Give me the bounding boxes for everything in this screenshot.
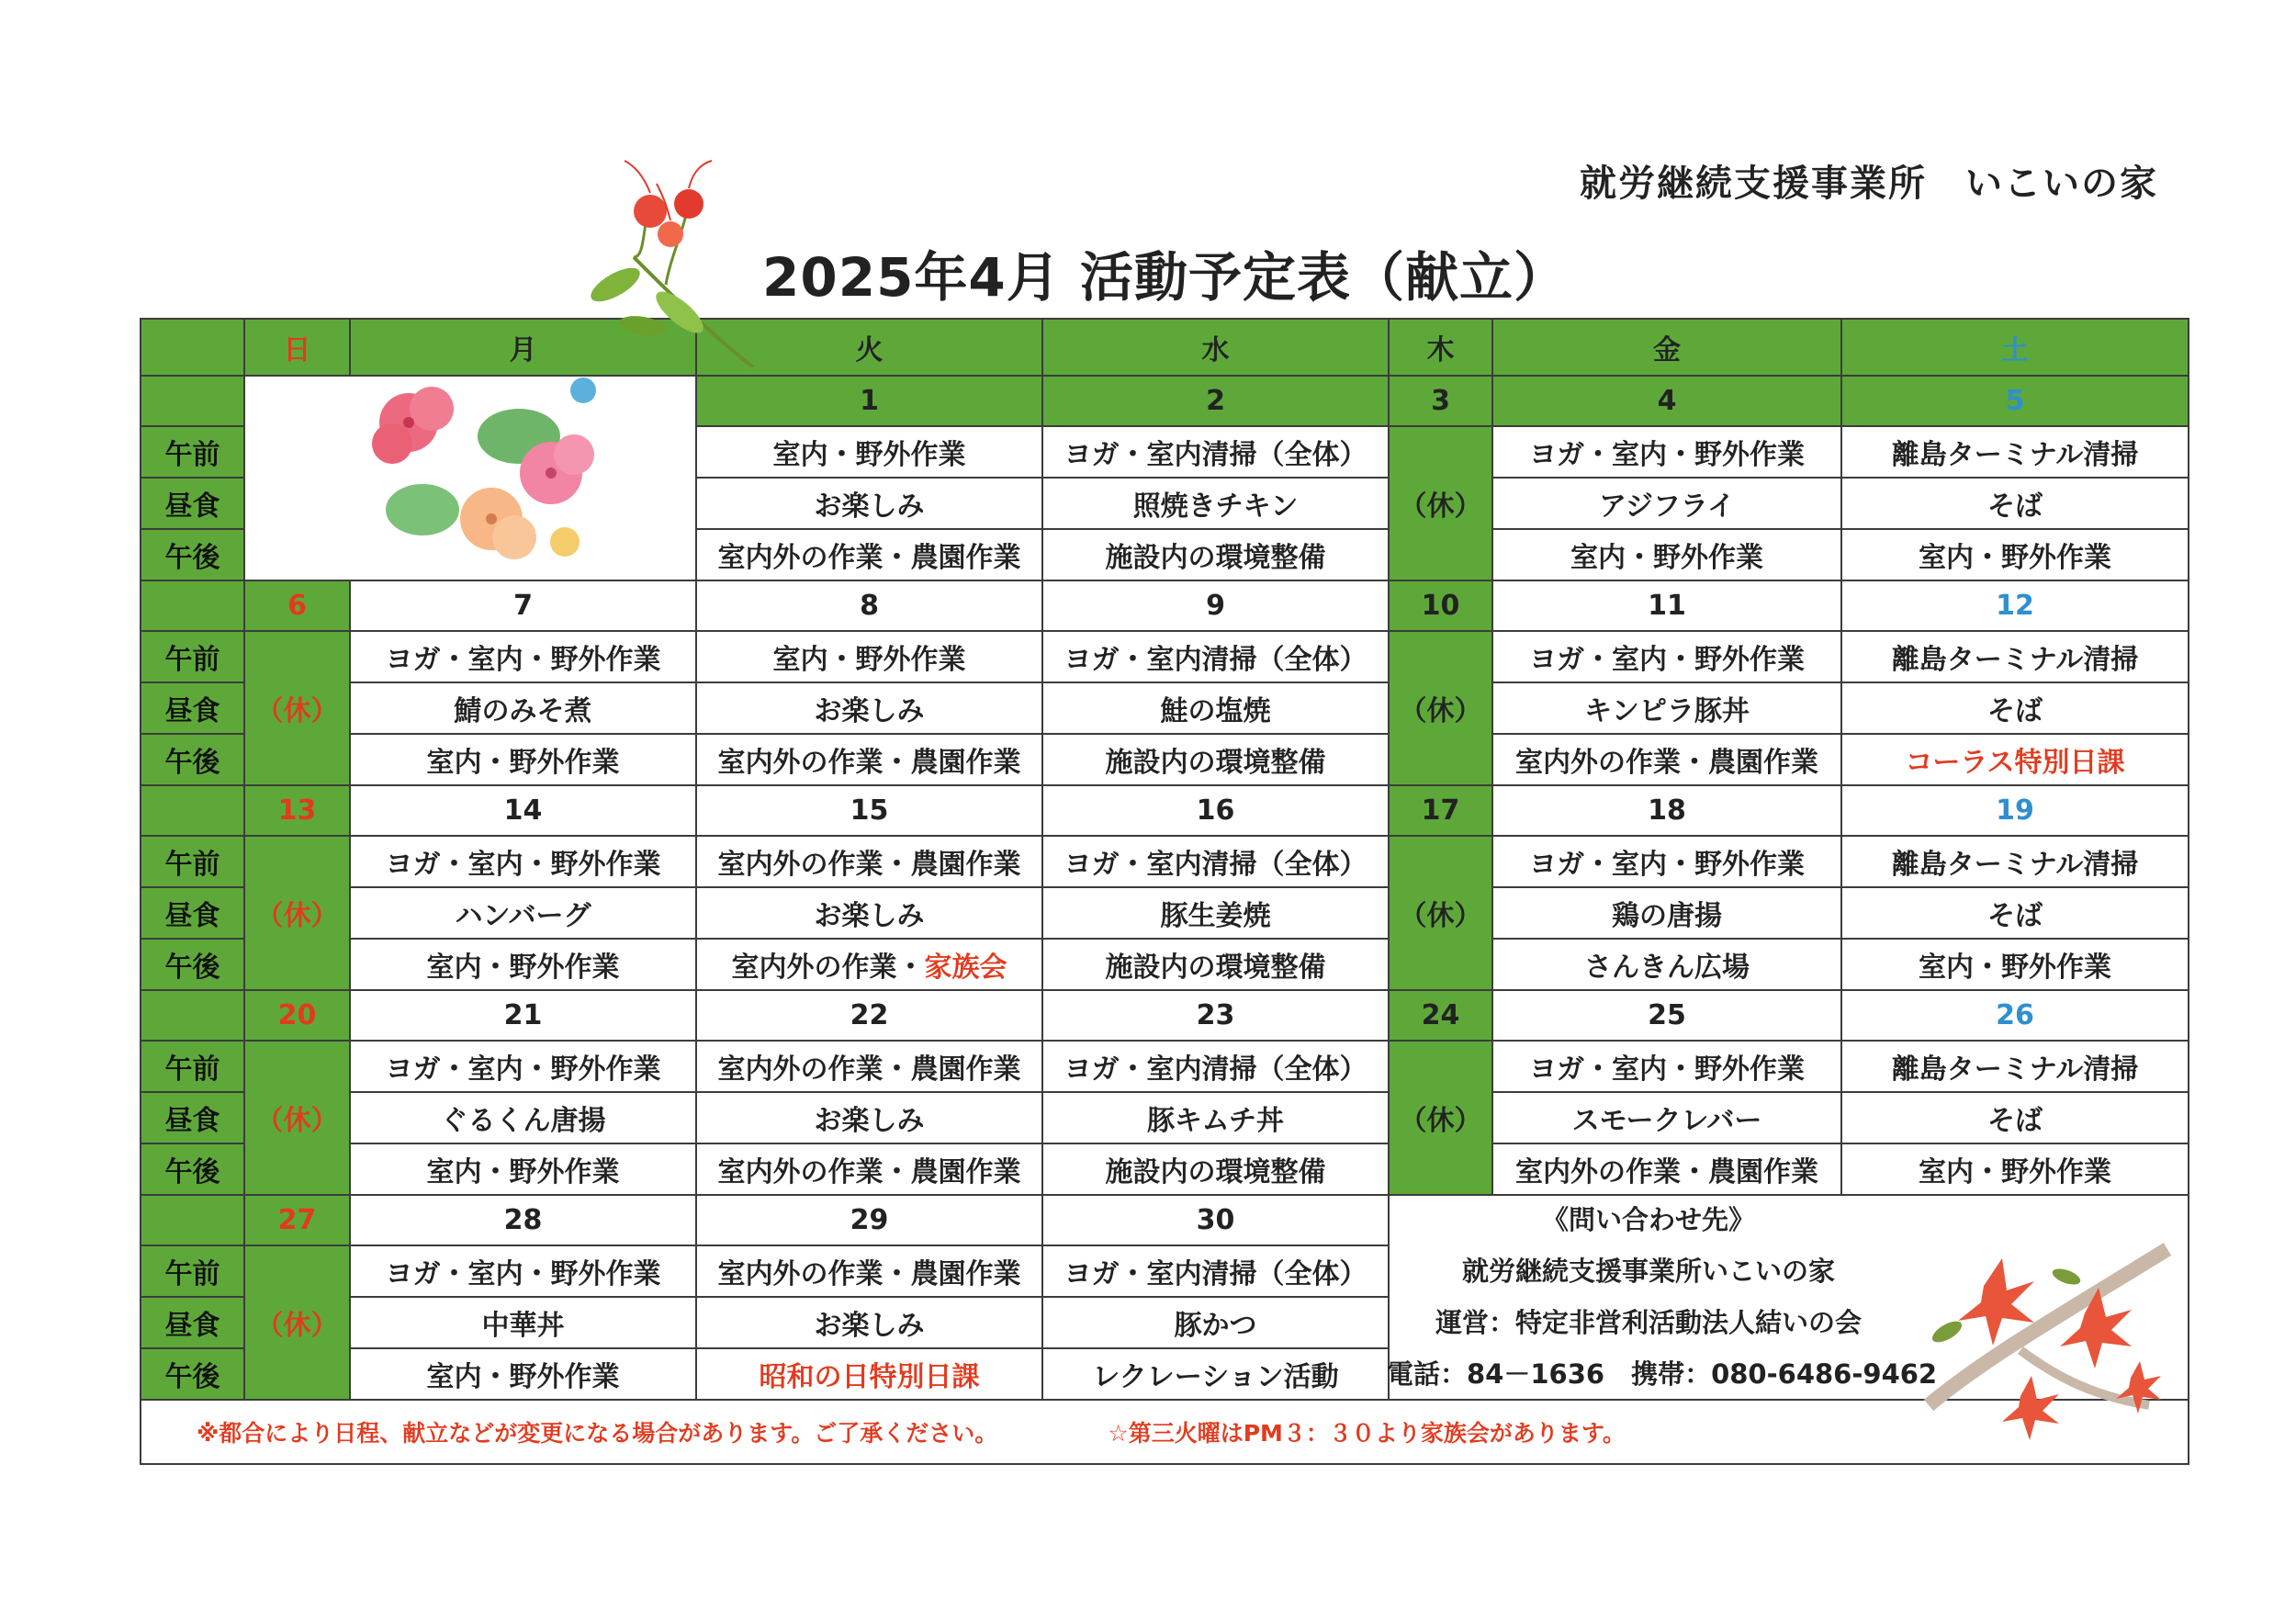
date-cell: 2: [1042, 376, 1389, 426]
date-cell: 29: [696, 1195, 1042, 1245]
schedule-cell: 室内・野外作業: [350, 734, 696, 785]
schedule-cell: 室内・野外作業: [350, 1143, 696, 1195]
date-row: [141, 785, 2189, 836]
menu-cell: 鮭の塩焼: [1042, 682, 1389, 734]
corner-cell: [141, 319, 244, 376]
schedule-cell: [696, 939, 1042, 990]
schedule-cell: 室内外の作業・農園作業: [696, 1245, 1042, 1297]
schedule-cell: 室内・野外作業: [696, 426, 1042, 478]
schedule-cell: 室内外の作業・農園作業: [696, 1041, 1042, 1092]
row-label-am: 午前: [141, 631, 244, 682]
date-cell: 28: [350, 1195, 696, 1245]
am-row: [141, 836, 2189, 887]
date-cell: 7: [350, 580, 696, 631]
row-label-am: 午前: [141, 836, 244, 887]
menu-cell: 中華丼: [350, 1297, 696, 1348]
date-cell: 8: [696, 580, 1042, 631]
date-row: [141, 990, 2189, 1041]
weekday-mon: 月: [350, 319, 696, 376]
schedule-cell: 室内・野外作業: [1841, 1143, 2189, 1195]
menu-cell: そば: [1841, 682, 2189, 734]
row-label-pm: 午後: [141, 529, 244, 580]
lunch-row: [141, 1092, 2189, 1143]
lunch-row: [141, 887, 2189, 939]
row-label-pm: 午後: [141, 939, 244, 990]
date-cell: 19: [1841, 785, 2189, 836]
weekday-header-row: [141, 319, 2189, 376]
family-meeting-text: 家族会: [924, 952, 1007, 984]
date-cell: 13: [244, 785, 350, 836]
menu-cell: 豚かつ: [1042, 1297, 1389, 1348]
menu-cell: 鯖のみそ煮: [350, 682, 696, 734]
row-label-pm: 午後: [141, 1143, 244, 1195]
date-cell: 11: [1492, 580, 1841, 631]
schedule-cell: 離島ターミナル清掃: [1841, 836, 2189, 887]
closed-cell: （休）: [244, 836, 350, 990]
schedule-cell: 施設内の環境整備: [1042, 529, 1389, 580]
date-cell: 5: [1841, 376, 2189, 426]
menu-cell: 豚キムチ丼: [1042, 1092, 1389, 1143]
menu-cell: そば: [1841, 887, 2189, 939]
lunch-row: [141, 682, 2189, 734]
menu-cell: キンピラ豚丼: [1492, 682, 1841, 734]
menu-cell: アジフライ: [1492, 478, 1841, 529]
menu-cell: 照焼きチキン: [1042, 478, 1389, 529]
schedule-cell: 室内外の作業・農園作業: [696, 734, 1042, 785]
menu-cell: お楽しみ: [696, 682, 1042, 734]
schedule-cell: 室内外の作業・農園作業: [1492, 1143, 1841, 1195]
row-label-pm: 午後: [141, 734, 244, 785]
closed-cell: （休）: [244, 1041, 350, 1195]
contact-phone: 電話：84－1636 携帯：080-6486-9462: [1387, 1358, 1938, 1390]
pm-row: [141, 1143, 2189, 1195]
weekday-tue: 火: [696, 319, 1042, 376]
row-label-am: 午前: [141, 1041, 244, 1092]
schedule-cell: ヨガ・室内・野外作業: [350, 836, 696, 887]
date-cell: 26: [1841, 990, 2189, 1041]
schedule-cell: 施設内の環境整備: [1042, 734, 1389, 785]
schedule-text: 室内外の作業・: [731, 952, 925, 984]
weekday-thu: 木: [1389, 319, 1492, 376]
organization-name: 就労継続支援事業所 いこいの家: [1580, 163, 2158, 205]
menu-cell: お楽しみ: [696, 887, 1042, 939]
row-label-lunch: 昼食: [141, 682, 244, 734]
schedule-cell: 室内外の作業・農園作業: [1492, 734, 1841, 785]
date-cell: 22: [696, 990, 1042, 1041]
menu-cell: 豚生姜焼: [1042, 887, 1389, 939]
menu-cell: ぐるくん唐揚: [350, 1092, 696, 1143]
schedule-cell: さんきん広場: [1492, 939, 1841, 990]
menu-cell: 鶏の唐揚: [1492, 887, 1841, 939]
date-cell: 14: [350, 785, 696, 836]
date-cell: 12: [1841, 580, 2189, 631]
coral-tree-flower-illustration: [1910, 1222, 2186, 1442]
date-cell: 16: [1042, 785, 1389, 836]
schedule-cell: ヨガ・室内清掃（全体）: [1042, 1245, 1389, 1297]
date-cell: 17: [1389, 785, 1492, 836]
pm-row: [141, 734, 2189, 785]
schedule-cell: 施設内の環境整備: [1042, 1143, 1389, 1195]
closed-cell: （休）: [1389, 1041, 1492, 1195]
date-cell: 10: [1389, 580, 1492, 631]
hibiscus-illustration: [354, 372, 620, 583]
date-cell: 15: [696, 785, 1042, 836]
date-cell: 6: [244, 580, 350, 631]
page-title: 2025年4月 活動予定表（献立）: [762, 246, 1568, 309]
closed-cell: （休）: [244, 1245, 350, 1400]
schedule-cell: 離島ターミナル清掃: [1841, 1041, 2189, 1092]
row-label-am: 午前: [141, 426, 244, 478]
date-cell: 25: [1492, 990, 1841, 1041]
row-label-lunch: 昼食: [141, 1092, 244, 1143]
weekday-sat: 土: [1841, 319, 2189, 376]
menu-cell: お楽しみ: [696, 1092, 1042, 1143]
schedule-cell: ヨガ・室内・野外作業: [1492, 631, 1841, 682]
schedule-cell: 室内・野外作業: [350, 939, 696, 990]
contact-info: [1387, 1194, 1938, 1400]
date-cell: 18: [1492, 785, 1841, 836]
date-cell: 27: [244, 1195, 350, 1245]
date-cell: 21: [350, 990, 696, 1041]
contact-heading: 《問い合わせ先》: [1541, 1204, 1755, 1235]
menu-cell: スモークレバー: [1492, 1092, 1841, 1143]
schedule-cell: ヨガ・室内・野外作業: [350, 1245, 696, 1297]
note-family-meeting: ☆第三火曜はPM３：３０より家族会があります。: [1108, 1420, 1626, 1447]
pm-row: [141, 939, 2189, 990]
schedule-cell: ヨガ・室内・野外作業: [1492, 836, 1841, 887]
special-event-cell: コーラス特別日課: [1841, 734, 2189, 785]
schedule-cell: 室内・野外作業: [696, 631, 1042, 682]
schedule-cell: ヨガ・室内・野外作業: [1492, 426, 1841, 478]
schedule-cell: ヨガ・室内清掃（全体）: [1042, 836, 1389, 887]
schedule-cell: 室内・野外作業: [1841, 939, 2189, 990]
am-row: [141, 1041, 2189, 1092]
schedule-cell: 室内・野外作業: [1492, 529, 1841, 580]
date-row: [141, 580, 2189, 631]
date-cell: 20: [244, 990, 350, 1041]
note-schedule-change: ※都合により日程、献立などが変更になる場合があります。ご了承ください。: [197, 1420, 998, 1447]
closed-cell: （休）: [1389, 631, 1492, 785]
contact-operator: 運営：特定非営利活動法人結いの会: [1435, 1307, 1862, 1338]
schedule-cell: ヨガ・室内・野外作業: [350, 1041, 696, 1092]
schedule-cell: 離島ターミナル清掃: [1841, 631, 2189, 682]
schedule-cell: 室内外の作業・農園作業: [696, 529, 1042, 580]
notes-cell: [141, 1400, 2189, 1464]
schedule-cell: 施設内の環境整備: [1042, 939, 1389, 990]
contact-office: 就労継続支援事業所いこいの家: [1461, 1256, 1835, 1287]
closed-cell: （休）: [1389, 426, 1492, 580]
menu-cell: そば: [1841, 478, 2189, 529]
menu-cell: そば: [1841, 1092, 2189, 1143]
schedule-cell: ヨガ・室内清掃（全体）: [1042, 426, 1389, 478]
schedule-cell: ヨガ・室内・野外作業: [1492, 1041, 1841, 1092]
schedule-cell: 離島ターミナル清掃: [1841, 426, 2189, 478]
date-cell: 9: [1042, 580, 1389, 631]
row-label-lunch: 昼食: [141, 478, 244, 529]
schedule-cell: ヨガ・室内清掃（全体）: [1042, 1041, 1389, 1092]
row-label-lunch: 昼食: [141, 887, 244, 939]
schedule-cell: 室内外の作業・農園作業: [696, 1143, 1042, 1195]
row-label-lunch: 昼食: [141, 1297, 244, 1348]
am-row: [141, 631, 2189, 682]
menu-cell: ハンバーグ: [350, 887, 696, 939]
schedule-cell: 室内・野外作業: [350, 1348, 696, 1400]
weekday-fri: 金: [1492, 319, 1841, 376]
schedule-cell: ヨガ・室内・野外作業: [350, 631, 696, 682]
weekday-sun: 日: [244, 319, 350, 376]
menu-cell: お楽しみ: [696, 1297, 1042, 1348]
closed-cell: （休）: [1389, 836, 1492, 990]
schedule-cell: 室内・野外作業: [1841, 529, 2189, 580]
special-event-cell: 昭和の日特別日課: [696, 1348, 1042, 1400]
spider-lily-illustration: [579, 156, 762, 367]
date-cell: 24: [1389, 990, 1492, 1041]
date-cell: 30: [1042, 1195, 1389, 1245]
row-label-pm: 午後: [141, 1348, 244, 1400]
menu-cell: お楽しみ: [696, 478, 1042, 529]
date-cell: 4: [1492, 376, 1841, 426]
date-cell: 1: [696, 376, 1042, 426]
notes-row: [141, 1400, 2189, 1464]
schedule-cell: ヨガ・室内清掃（全体）: [1042, 631, 1389, 682]
closed-cell: （休）: [244, 631, 350, 785]
schedule-cell: 室内外の作業・農園作業: [696, 836, 1042, 887]
row-label-am: 午前: [141, 1245, 244, 1297]
date-cell: 23: [1042, 990, 1389, 1041]
date-cell: 3: [1389, 376, 1492, 426]
schedule-cell: レクレーション活動: [1042, 1348, 1389, 1400]
weekday-wed: 水: [1042, 319, 1389, 376]
